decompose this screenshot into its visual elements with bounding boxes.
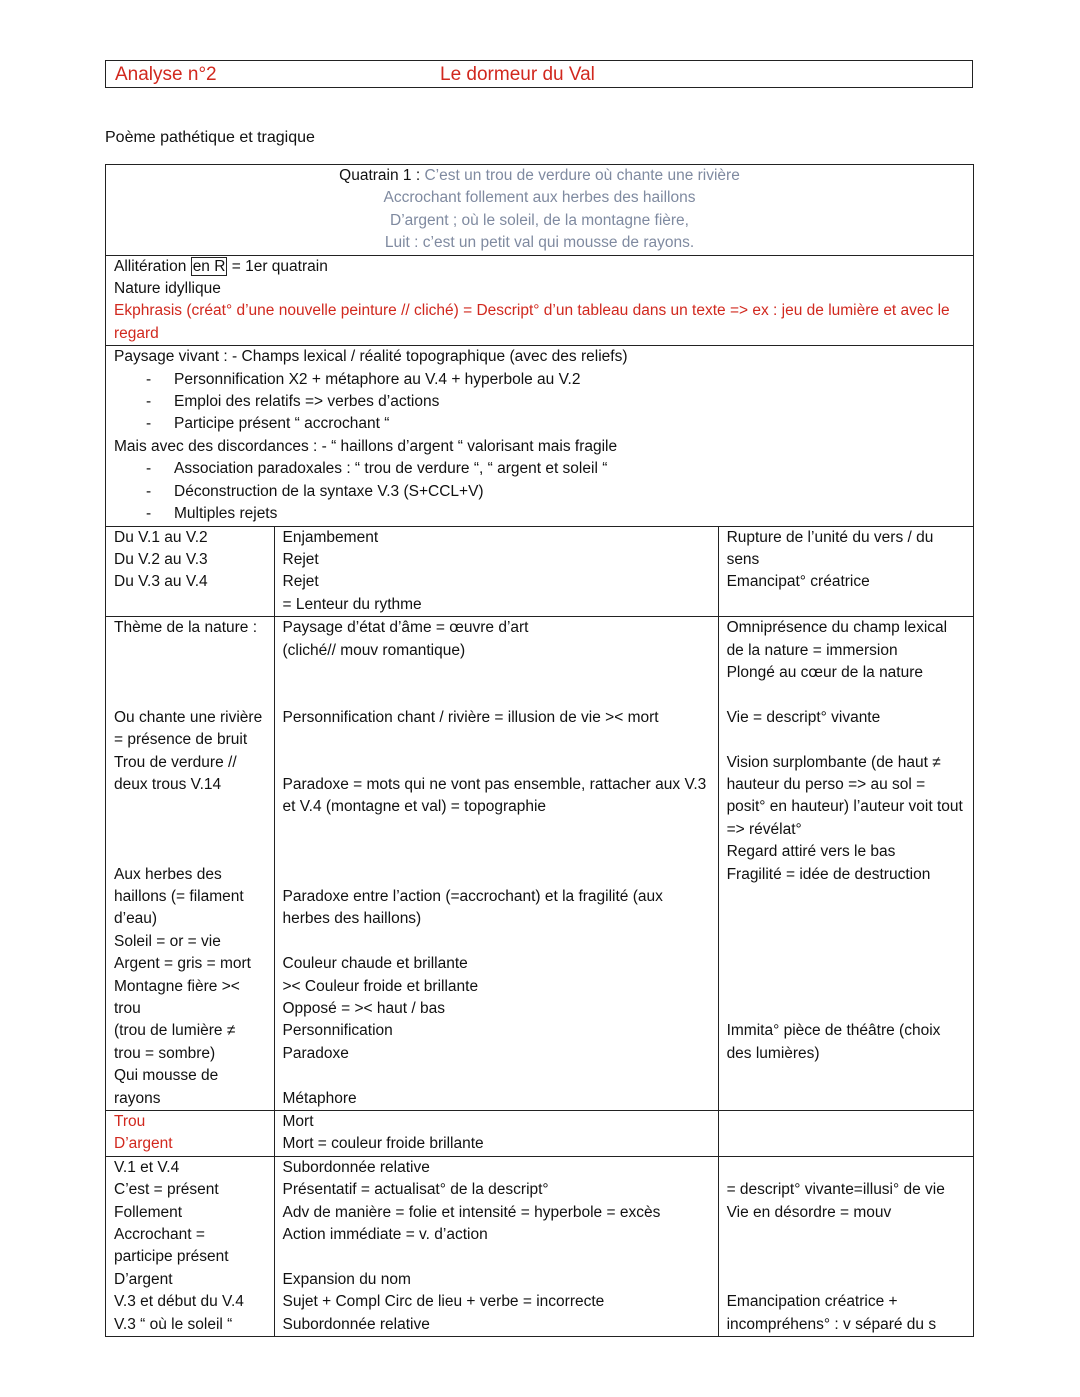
cell-line: (cliché// mouv romantique) xyxy=(282,641,466,659)
cell-line: Paradoxe = mots qui ne vont pas ensemble, rattacher aux V.3 et V.4 (montagne et val) = topographie xyxy=(282,775,707,816)
alliteration-line xyxy=(114,256,965,278)
paysage-cell xyxy=(106,346,974,526)
nature-col3 xyxy=(718,617,973,1111)
cell-line: Ou chante une rivière = présence de bruit xyxy=(114,708,263,749)
poem-title: Le dormeur du Val xyxy=(440,64,595,85)
paysage-list xyxy=(114,369,965,436)
cell-line: Fragilité = idée de destruction xyxy=(726,865,931,883)
cell-line: Rejet xyxy=(282,550,319,568)
quatrain-row xyxy=(106,165,974,256)
cell-line: Soleil = or = vie xyxy=(114,932,221,950)
cell-line: Vie en désordre = mouv xyxy=(726,1203,892,1221)
paysage-row xyxy=(106,346,974,526)
discordances-list xyxy=(114,458,965,525)
table-row xyxy=(106,617,974,1111)
cell-line: Emancipat° créatrice xyxy=(726,573,870,591)
cell-line: (trou de lumière ≠ trou = sombre) xyxy=(114,1022,236,1062)
list-item: - Personnification X2 + métaphore au V.4 + hyperbole au V.2 xyxy=(174,369,965,391)
quatrain-label: Quatrain 1 : xyxy=(339,167,425,184)
nature-col1 xyxy=(106,617,275,1111)
cell-line: V.1 et V.4 xyxy=(114,1158,180,1176)
cell-line: Plongé au cœur de la nature xyxy=(726,663,924,681)
intro-row xyxy=(106,255,974,346)
cell-line: Accrochant = participe présent xyxy=(114,1226,229,1266)
cell-line: Rupture de l’unité du vers / du sens xyxy=(726,528,934,568)
cell-line: Du V.3 au V.4 xyxy=(114,573,208,591)
table-row xyxy=(106,526,974,617)
cell-line: Mort = couleur froide brillante xyxy=(282,1135,484,1153)
cell-line: Sujet + Compl Circ de lieu + verbe = incorrecte xyxy=(282,1293,605,1311)
cell-line: Emancipation créatrice + incompréhens° : v séparé du s xyxy=(726,1293,937,1333)
cell-line: Subordonnée relative xyxy=(282,1315,430,1333)
analysis-number: Analyse n°2 xyxy=(115,64,217,85)
grammar-col2 xyxy=(274,1156,718,1336)
cell-line: Paradoxe xyxy=(282,1044,349,1062)
quatrain-cell xyxy=(106,165,974,256)
cell-line: Vie = descript° vivante xyxy=(726,708,881,726)
figures-cell xyxy=(274,526,718,617)
cell-line: Vision surplombante (de haut ≠ hauteur du perso => au sol = posit° en hauteur) l’auteur voit tout => révélat° xyxy=(726,753,963,838)
cell-line: Opposé = >< haut / bas xyxy=(282,999,445,1017)
discordances-line: Mais avec des discordances : - “ haillons d’argent “ valorisant mais fragile xyxy=(114,437,618,455)
verse-3: D’argent ; où le soleil, de la montagne fière, xyxy=(390,211,689,229)
cell-line: Personnification xyxy=(282,1022,393,1040)
cell-line: Enjambement xyxy=(282,528,379,546)
verse-ranges-cell xyxy=(106,526,275,617)
cell-line: Du V.1 au V.2 xyxy=(114,528,208,546)
nature-col2 xyxy=(274,617,718,1111)
table-row xyxy=(106,1110,974,1156)
nature-idyllique: Nature idyllique xyxy=(114,280,221,298)
cell-line: Métaphore xyxy=(282,1089,357,1107)
mort-col2 xyxy=(274,1110,718,1156)
ekphrasis-text: Ekphrasis (créat° d’une nouvelle peinture // cliché) = Descript° d’un tableau dans un texte => ex : jeu de lumière et avec le regard xyxy=(114,302,950,342)
cell-line: Argent = gris = mort xyxy=(114,955,251,973)
quatrain-line-1 xyxy=(114,165,965,187)
cell-line: V.3 “ où le soleil “ xyxy=(114,1315,233,1333)
alliteration-box: en R xyxy=(192,257,226,275)
mort-col3 xyxy=(718,1110,973,1156)
cell-line: Aux herbes des haillons (= filament d’eau) xyxy=(114,865,244,928)
cell-line: >< Couleur froide et brillante xyxy=(282,977,479,995)
cell-line: Trou de verdure // deux trous V.14 xyxy=(114,753,237,793)
cell-line: Personnification chant / rivière = illusion de vie >< mort xyxy=(282,708,659,726)
cell-line: Immita° pièce de théâtre (choix des lumières) xyxy=(726,1022,941,1062)
list-item: - Emploi des relatifs => verbes d’actions xyxy=(174,391,965,413)
cell-line: Montagne fière >< trou xyxy=(114,977,240,1017)
cell-line: Présentatif = actualisat° de la descript° xyxy=(282,1181,549,1199)
analysis-table xyxy=(105,164,974,1337)
cell-line: Adv de manière = folie et intensité = hyperbole = excès xyxy=(282,1203,661,1221)
cell-line: Thème de la nature : xyxy=(114,619,258,637)
cell-line: Rejet xyxy=(282,573,319,591)
cell-line: Couleur chaude et brillante xyxy=(282,955,468,973)
list-item: - Participe présent “ accrochant “ xyxy=(174,413,965,435)
paysage-title: Paysage vivant : - Champs lexical / réalité topographique (avec des reliefs) xyxy=(114,348,628,366)
list-item: - Association paradoxales : “ trou de verdure “, “ argent et soleil “ xyxy=(174,458,965,480)
cell-line: Subordonnée relative xyxy=(282,1158,430,1176)
cell-line: Regard attiré vers le bas xyxy=(726,843,896,861)
title-box xyxy=(105,60,973,88)
verse-1: C’est un trou de verdure où chante une rivière xyxy=(424,167,740,184)
cell-line: Omniprésence du champ lexical de la nature = immersion xyxy=(726,619,948,659)
cell-line: = Lenteur du rythme xyxy=(282,595,422,613)
subtitle: Poème pathétique et tragique xyxy=(105,129,315,146)
cell-line: Mort xyxy=(282,1112,314,1130)
grammar-col3 xyxy=(718,1156,973,1336)
cell-line: D’argent xyxy=(114,1270,173,1288)
alliteration-label: Allitération xyxy=(114,257,191,275)
grammar-col1 xyxy=(106,1156,275,1336)
cell-line: D’argent xyxy=(114,1135,173,1153)
table-row xyxy=(106,1156,974,1336)
cell-line: V.3 et début du V.4 xyxy=(114,1293,244,1311)
cell-line: Expansion du nom xyxy=(282,1270,411,1288)
list-item: - Déconstruction de la syntaxe V.3 (S+CCL+V) xyxy=(174,481,965,503)
verse-4: Luit : c’est un petit val qui mousse de rayons. xyxy=(384,234,695,252)
cell-line: Qui mousse de rayons xyxy=(114,1067,219,1107)
alliteration-rest: = 1er quatrain xyxy=(227,257,328,275)
cell-line: = descript° vivante=illusi° de vie xyxy=(726,1181,945,1199)
cell-line: C’est = présent xyxy=(114,1181,219,1199)
cell-line: Paradoxe entre l’action (=accrochant) et la fragilité (aux herbes des haillons) xyxy=(282,887,663,928)
cell-line: Trou xyxy=(114,1112,146,1130)
intro-cell xyxy=(106,255,974,346)
cell-line: Action immédiate = v. d’action xyxy=(282,1226,488,1243)
verse-2: Accrochant follement aux herbes des haillons xyxy=(383,189,696,207)
effects-cell xyxy=(718,526,973,617)
cell-line: Paysage d’état d’âme = œuvre d’art xyxy=(282,619,529,637)
cell-line: Follement xyxy=(114,1203,183,1221)
list-item: - Multiples rejets xyxy=(174,503,965,525)
mort-col1 xyxy=(106,1110,275,1156)
cell-line: Du V.2 au V.3 xyxy=(114,550,208,568)
